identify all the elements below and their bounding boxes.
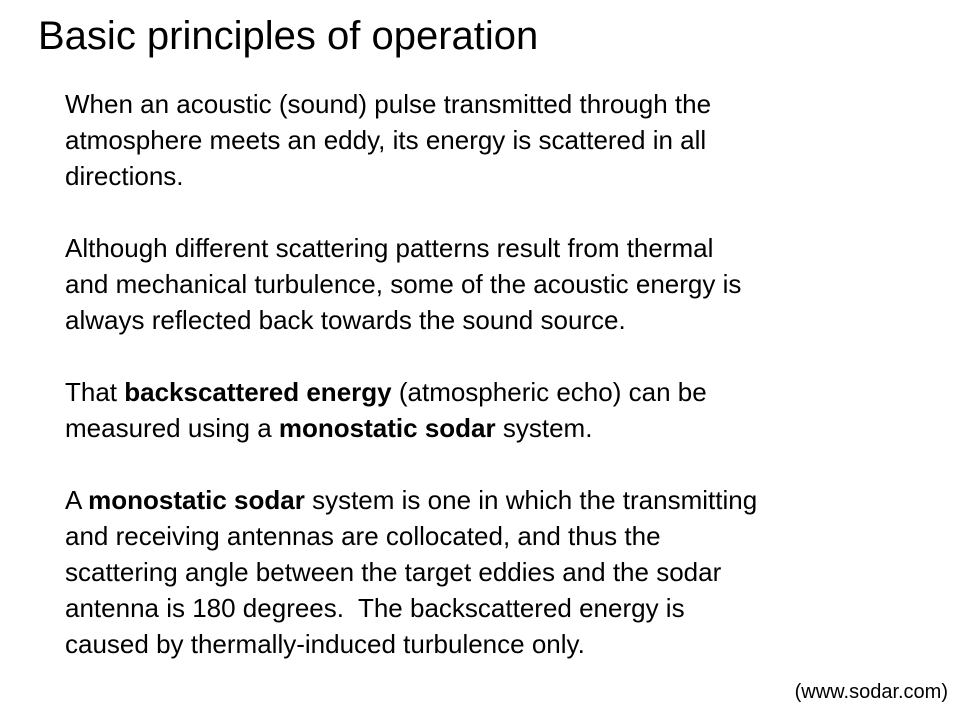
slide-body bbox=[65, 86, 925, 662]
paragraph-scattering-patterns bbox=[65, 230, 925, 338]
text-line: When an acoustic (sound) pulse transmitted through the bbox=[65, 89, 712, 119]
text-line: antenna is 180 degrees. The backscattered energy is bbox=[65, 593, 685, 623]
bold-term-monostatic-sodar: monostatic sodar bbox=[88, 485, 305, 515]
slide-title: Basic principles of operation bbox=[38, 14, 539, 58]
text-line: and mechanical turbulence, some of the acoustic energy is bbox=[65, 269, 742, 299]
text-segment: A bbox=[65, 485, 89, 515]
text-line bbox=[65, 374, 925, 410]
text-segment: system is one in which the transmitting bbox=[304, 485, 758, 515]
source-citation: (www.sodar.com) bbox=[794, 681, 948, 703]
text-segment: (atmospheric echo) can be bbox=[391, 377, 707, 407]
text-line bbox=[65, 482, 925, 518]
text-line: always reflected back towards the sound source. bbox=[65, 305, 626, 335]
text-line bbox=[65, 410, 925, 446]
text-line: and receiving antennas are collocated, and thus the bbox=[65, 521, 661, 551]
text-line: caused by thermally-induced turbulence only. bbox=[65, 629, 585, 659]
text-segment: system. bbox=[495, 413, 593, 443]
text-segment: measured using a bbox=[65, 413, 279, 443]
paragraph-monostatic-definition bbox=[65, 482, 925, 662]
text-line: Although different scattering patterns result from thermal bbox=[65, 233, 714, 263]
bold-term-backscattered-energy: backscattered energy bbox=[124, 377, 392, 407]
text-segment: That bbox=[65, 377, 125, 407]
paragraph-acoustic-pulse bbox=[65, 86, 925, 194]
text-line: atmosphere meets an eddy, its energy is scattered in all bbox=[65, 125, 707, 155]
text-line: directions. bbox=[65, 161, 184, 191]
bold-term-monostatic-sodar: monostatic sodar bbox=[278, 413, 496, 443]
paragraph-backscattered-energy bbox=[65, 374, 925, 446]
text-line: scattering angle between the target eddies and the sodar bbox=[65, 557, 722, 587]
